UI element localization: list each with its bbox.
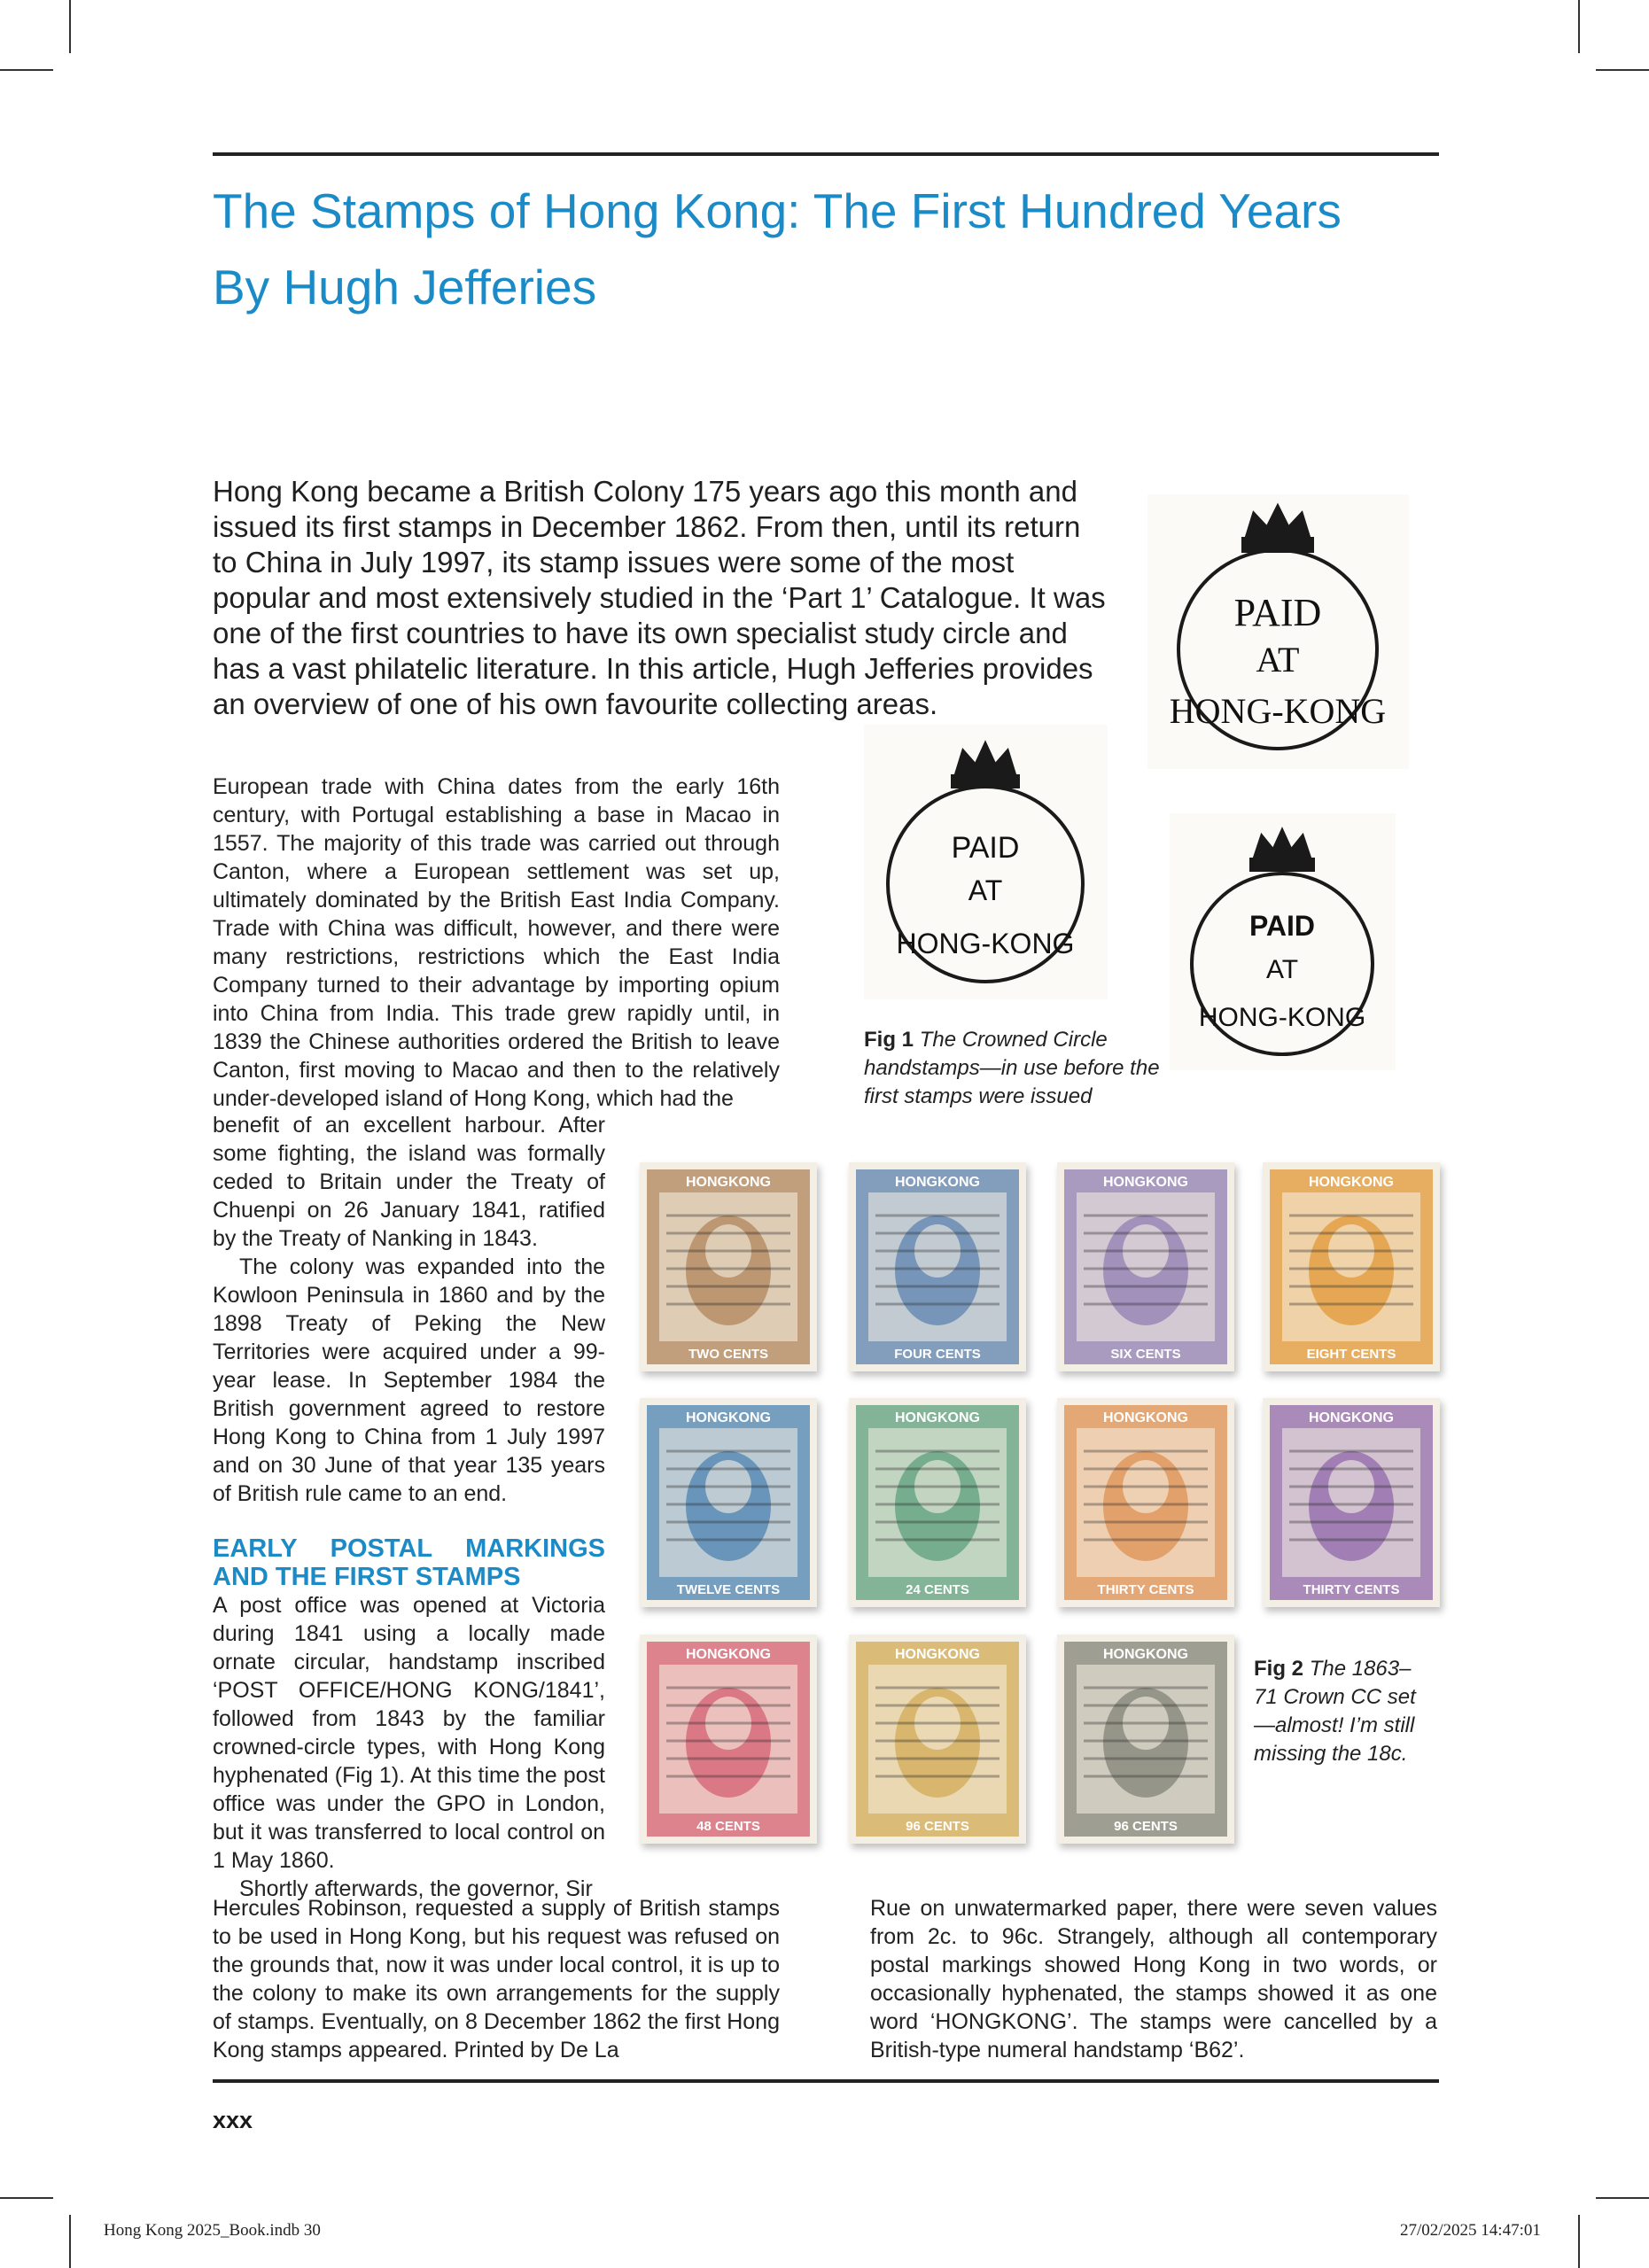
stamp	[849, 1162, 1026, 1371]
stamp	[640, 1398, 817, 1607]
stamp-country-text: HONGKONG	[1103, 1647, 1188, 1662]
handstamp-text-mid: AT	[1256, 640, 1300, 680]
body-column-top	[213, 773, 780, 1113]
article-title	[213, 173, 1453, 325]
stamp-country-text: HONGKONG	[686, 1647, 771, 1662]
handstamp-text-bottom: HONG-KONG	[1169, 691, 1387, 731]
stamp	[1263, 1162, 1440, 1371]
stamp-country-text: HONGKONG	[895, 1410, 980, 1425]
body-column-narrow	[213, 1111, 605, 1903]
stamp-country-text: HONGKONG	[686, 1410, 771, 1425]
stamp-country-text: HONGKONG	[1103, 1410, 1188, 1425]
stamp-value-text: FOUR CENTS	[894, 1347, 981, 1362]
handstamp-text-top: PAID	[1248, 910, 1316, 942]
stamp-country-text: HONGKONG	[1309, 1410, 1394, 1425]
handstamp-figure-large	[1147, 494, 1409, 769]
stamp-country-text: HONGKONG	[1103, 1175, 1188, 1190]
crop-mark	[1578, 2215, 1580, 2268]
stamp	[1263, 1398, 1440, 1607]
handstamp-text-mid: AT	[968, 874, 1003, 906]
stamp-value-text: EIGHT CENTS	[1306, 1347, 1396, 1362]
stamp	[1057, 1398, 1234, 1607]
title-line-1: The Stamps of Hong Kong: The First Hundred Years	[213, 183, 1342, 238]
intro-paragraph: Hong Kong became a British Colony 175 years ago this month and issued its first stamps in December 1862. From then, until its return to China in July 1997, its stamp issues were some of the most popular and most extensively studied in the ‘Part 1’ Catalogue. It was one of the first countries to have its own specialist study circle and has a vast philatelic literature. In this article, Hugh Jefferies provides an overview of one of his own favourite collecting areas.	[213, 475, 1106, 720]
stamp	[849, 1398, 1026, 1607]
stamp-country-text: HONGKONG	[895, 1175, 980, 1190]
stamp-value-text: THIRTY CENTS	[1303, 1582, 1400, 1597]
slug-right: 27/02/2025 14:47:01	[1400, 2221, 1541, 2240]
stamp	[1057, 1635, 1234, 1844]
crop-mark	[1596, 2197, 1649, 2199]
stamp-value-text: SIX CENTS	[1110, 1347, 1181, 1362]
stamp-value-text: 96 CENTS	[1114, 1819, 1178, 1834]
handstamp-figure-middle	[864, 725, 1108, 999]
fig1-text: The Crowned Circle handstamps—in use before the first stamps were issued	[864, 1028, 1160, 1108]
crop-mark	[0, 2197, 53, 2199]
fig1-label: Fig 1	[864, 1028, 914, 1052]
body-paragraph: A post office was opened at Victoria during 1841 using a locally made ornate circular, handstamp inscribed ‘POST OFFICE/HONG KONG/1841’, followed from 1843 by the familiar crowned-circle types, with Hong Kong hyphenated (Fig 1). At this time the post office was under the GPO in London, but it was transferred to local control on 1 May 1860.	[213, 1593, 605, 1873]
stamp-country-text: HONGKONG	[686, 1175, 771, 1190]
crop-mark	[69, 2215, 71, 2268]
stamp-country-text: HONGKONG	[1309, 1175, 1394, 1190]
stamp	[640, 1635, 817, 1844]
stamp-value-text: 96 CENTS	[906, 1819, 969, 1834]
body-column-right	[870, 1894, 1437, 2064]
page-number: xxx	[213, 2107, 253, 2133]
stamp-value-text: THIRTY CENTS	[1097, 1582, 1194, 1597]
stamp	[1057, 1162, 1234, 1371]
fig2-caption	[1254, 1655, 1431, 1768]
stamp-country-text: HONGKONG	[895, 1647, 980, 1662]
body-column-bottom	[213, 1894, 780, 2064]
body-paragraph: Shortly afterwards, the governor, Sir	[239, 1876, 593, 1901]
handstamp-text-mid: AT	[1265, 955, 1299, 984]
crop-mark	[1596, 69, 1649, 71]
stamp-value-text: TWO CENTS	[688, 1347, 768, 1362]
crop-mark	[69, 0, 71, 53]
handstamp-figure-small	[1170, 813, 1396, 1070]
fig2-text: The 1863–71 Crown CC set—almost! I’m still missing the 18c.	[1254, 1657, 1416, 1766]
stamp-value-text: TWELVE CENTS	[676, 1582, 781, 1597]
handstamp-text-bottom: HONG-KONG	[896, 928, 1075, 959]
body-paragraph: Rue on unwatermarked paper, there were seven values from 2c. to 96c. Strangely, although all contemporary postal markings showed Hong Kong in two words, or occasionally hyphenated, the stamps showed it as one word ‘HONGKONG’. The stamps were cancelled by a British-type numeral handstamp ‘B62’.	[870, 1896, 1437, 2062]
stamp	[640, 1162, 817, 1371]
title-byline: By Hugh Jefferies	[213, 260, 597, 315]
crop-mark	[1578, 0, 1580, 53]
body-paragraph: The colony was expanded into the Kowloon Peninsula in 1860 and by the 1898 Treaty of Peking the New Territories were acquired under a 99-year lease. In September 1984 the British government agreed to restore Hong Kong to China from 1 July 1997 and on 30 June of that year 135 years of British rule came to an end.	[213, 1254, 605, 1506]
body-paragraph: Hercules Robinson, requested a supply of British stamps to be used in Hong Kong, but his request was refused on the grounds that, now it was under local control, it is up to the colony to make its own arrangements for the supply of stamps. Eventually, on 8 December 1862 the first Hong Kong stamps appeared. Printed by De La	[213, 1896, 780, 2062]
body-paragraph: benefit of an excellent harbour. After some fighting, the island was formally ceded to Britain under the Treaty of Chuenpi on 26 January 1841, ratified by the Treaty of Nanking in 1843.	[213, 1113, 605, 1251]
section-heading: EARLY POSTAL MARKINGS AND THE FIRST STAMPS	[213, 1534, 605, 1591]
handstamp-text-top: PAID	[951, 831, 1020, 865]
stamp	[849, 1635, 1026, 1844]
fig2-label: Fig 2	[1254, 1657, 1304, 1681]
crop-mark	[0, 69, 53, 71]
stamp-value-text: 48 CENTS	[696, 1819, 760, 1834]
stamp-value-text: 24 CENTS	[906, 1582, 969, 1597]
body-paragraph: European trade with China dates from the early 16th century, with Portugal establishing a base in Macao in 1557. The majority of this trade was carried out through Canton, where a European settlement was set up, ultimately dominated by the British East India Company. Trade with China was difficult, however, and there were many restrictions, restrictions which the East India Company turned to their advantage by importing opium into China from India. This trade grew rapidly until, in 1839 the Chinese authorities ordered the British to leave Canton, first moving to Macao and then to the relatively under-developed island of Hong Kong, which had the	[213, 774, 780, 1111]
slug-left: Hong Kong 2025_Book.indb 30	[104, 2221, 321, 2240]
bottom-rule	[213, 2079, 1439, 2083]
handstamp-text-bottom: HONG-KONG	[1198, 1003, 1366, 1032]
handstamp-text-top: PAID	[1233, 591, 1322, 634]
fig1-caption	[864, 1026, 1165, 1111]
top-rule	[213, 152, 1439, 156]
